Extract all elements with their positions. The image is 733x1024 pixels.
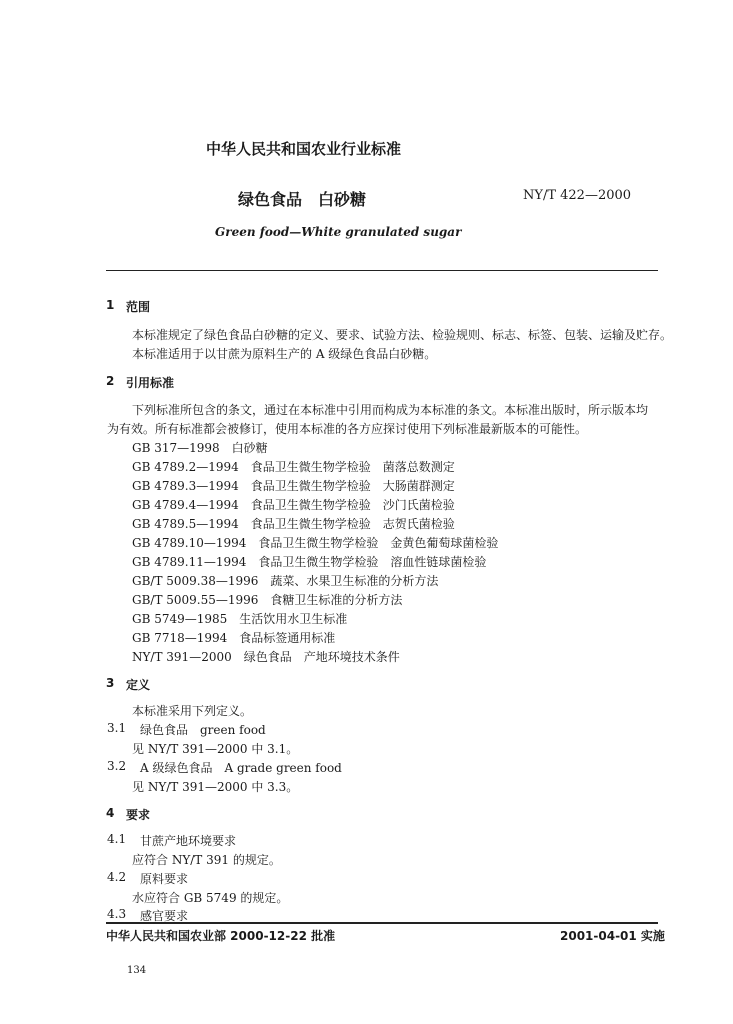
section-2-heading: 引用标准 bbox=[126, 376, 175, 390]
reference-item: GB 4789.5—1994 食品卫生微生物学检验 志贺氏菌检验 bbox=[132, 517, 455, 531]
standard-title: 绿色食品 白砂糖 bbox=[238, 190, 367, 209]
reference-item: GB 4789.11—1994 食品卫生微生物学检验 溶血性链球菌检验 bbox=[132, 555, 487, 569]
definition-term: 绿色食品 green food bbox=[140, 723, 266, 737]
standard-code: NY/T 422—2000 bbox=[523, 188, 632, 203]
footer-divider bbox=[106, 922, 658, 924]
reference-item: GB 4789.10—1994 食品卫生微生物学检验 金黄色葡萄球菌检验 bbox=[132, 536, 499, 550]
reference-item: NY/T 391—2000 绿色食品 产地环境技术条件 bbox=[132, 650, 400, 664]
issuing-org: 中华人民共和国农业行业标准 bbox=[206, 140, 402, 158]
header-divider bbox=[106, 270, 658, 271]
requirement-number: 4.3 bbox=[107, 907, 127, 921]
requirement-number: 4.1 bbox=[107, 832, 127, 846]
section-3-number: 3 bbox=[106, 676, 115, 690]
section-3-heading: 定义 bbox=[126, 678, 151, 692]
section-2-intro: 为有效。所有标准都会被修订，使用本标准的各方应探讨使用下列标准最新版本的可能性。 bbox=[107, 422, 588, 436]
reference-item: GB 4789.2—1994 食品卫生微生物学检验 菌落总数测定 bbox=[132, 460, 455, 474]
reference-item: GB 317—1998 白砂糖 bbox=[132, 441, 268, 455]
section-3-intro: 本标准采用下列定义。 bbox=[132, 704, 253, 718]
section-4-number: 4 bbox=[106, 806, 115, 820]
definition-reference: 见 NY/T 391—2000 中 3.1。 bbox=[132, 742, 299, 756]
definition-number: 3.1 bbox=[107, 721, 127, 735]
page-number: 134 bbox=[127, 965, 147, 976]
reference-item: GB 4789.4—1994 食品卫生微生物学检验 沙门氏菌检验 bbox=[132, 498, 455, 512]
section-1-para: 本标准适用于以甘蔗为原料生产的 A 级绿色食品白砂糖。 bbox=[132, 347, 437, 361]
reference-item: GB 7718—1994 食品标签通用标准 bbox=[132, 631, 336, 645]
reference-item: GB 5749—1985 生活饮用水卫生标准 bbox=[132, 612, 348, 626]
implementation-date: 2001-04-01 实施 bbox=[560, 929, 665, 943]
section-1-heading: 范围 bbox=[126, 300, 151, 314]
requirement-title: 感官要求 bbox=[140, 909, 189, 923]
section-1-number: 1 bbox=[106, 298, 115, 312]
section-1-para: 本标准规定了绿色食品白砂糖的定义、要求、试验方法、检验规则、标志、标签、包装、运输及贮存。 bbox=[132, 328, 673, 342]
definition-term: A 级绿色食品 A grade green food bbox=[140, 761, 342, 775]
reference-item: GB/T 5009.55—1996 食糖卫生标准的分析方法 bbox=[132, 593, 403, 607]
section-4-heading: 要求 bbox=[126, 808, 151, 822]
english-title: Green food—White granulated sugar bbox=[215, 225, 462, 239]
requirement-text: 水应符合 GB 5749 的规定。 bbox=[132, 891, 289, 905]
requirement-title: 甘蔗产地环境要求 bbox=[140, 834, 237, 848]
reference-item: GB 4789.3—1994 食品卫生微生物学检验 大肠菌群测定 bbox=[132, 479, 455, 493]
section-2-intro: 下列标准所包含的条文，通过在本标准中引用而构成为本标准的条文。本标准出版时，所示版本均 bbox=[132, 403, 649, 417]
section-2-number: 2 bbox=[106, 374, 115, 388]
reference-item: GB/T 5009.38—1996 蔬菜、水果卫生标准的分析方法 bbox=[132, 574, 439, 588]
requirement-title: 原料要求 bbox=[140, 872, 189, 886]
approval-date: 中华人民共和国农业部 2000-12-22 批准 bbox=[106, 929, 336, 943]
requirement-text: 应符合 NY/T 391 的规定。 bbox=[132, 853, 281, 867]
requirement-number: 4.2 bbox=[107, 870, 127, 884]
definition-reference: 见 NY/T 391—2000 中 3.3。 bbox=[132, 780, 299, 794]
definition-number: 3.2 bbox=[107, 759, 127, 773]
